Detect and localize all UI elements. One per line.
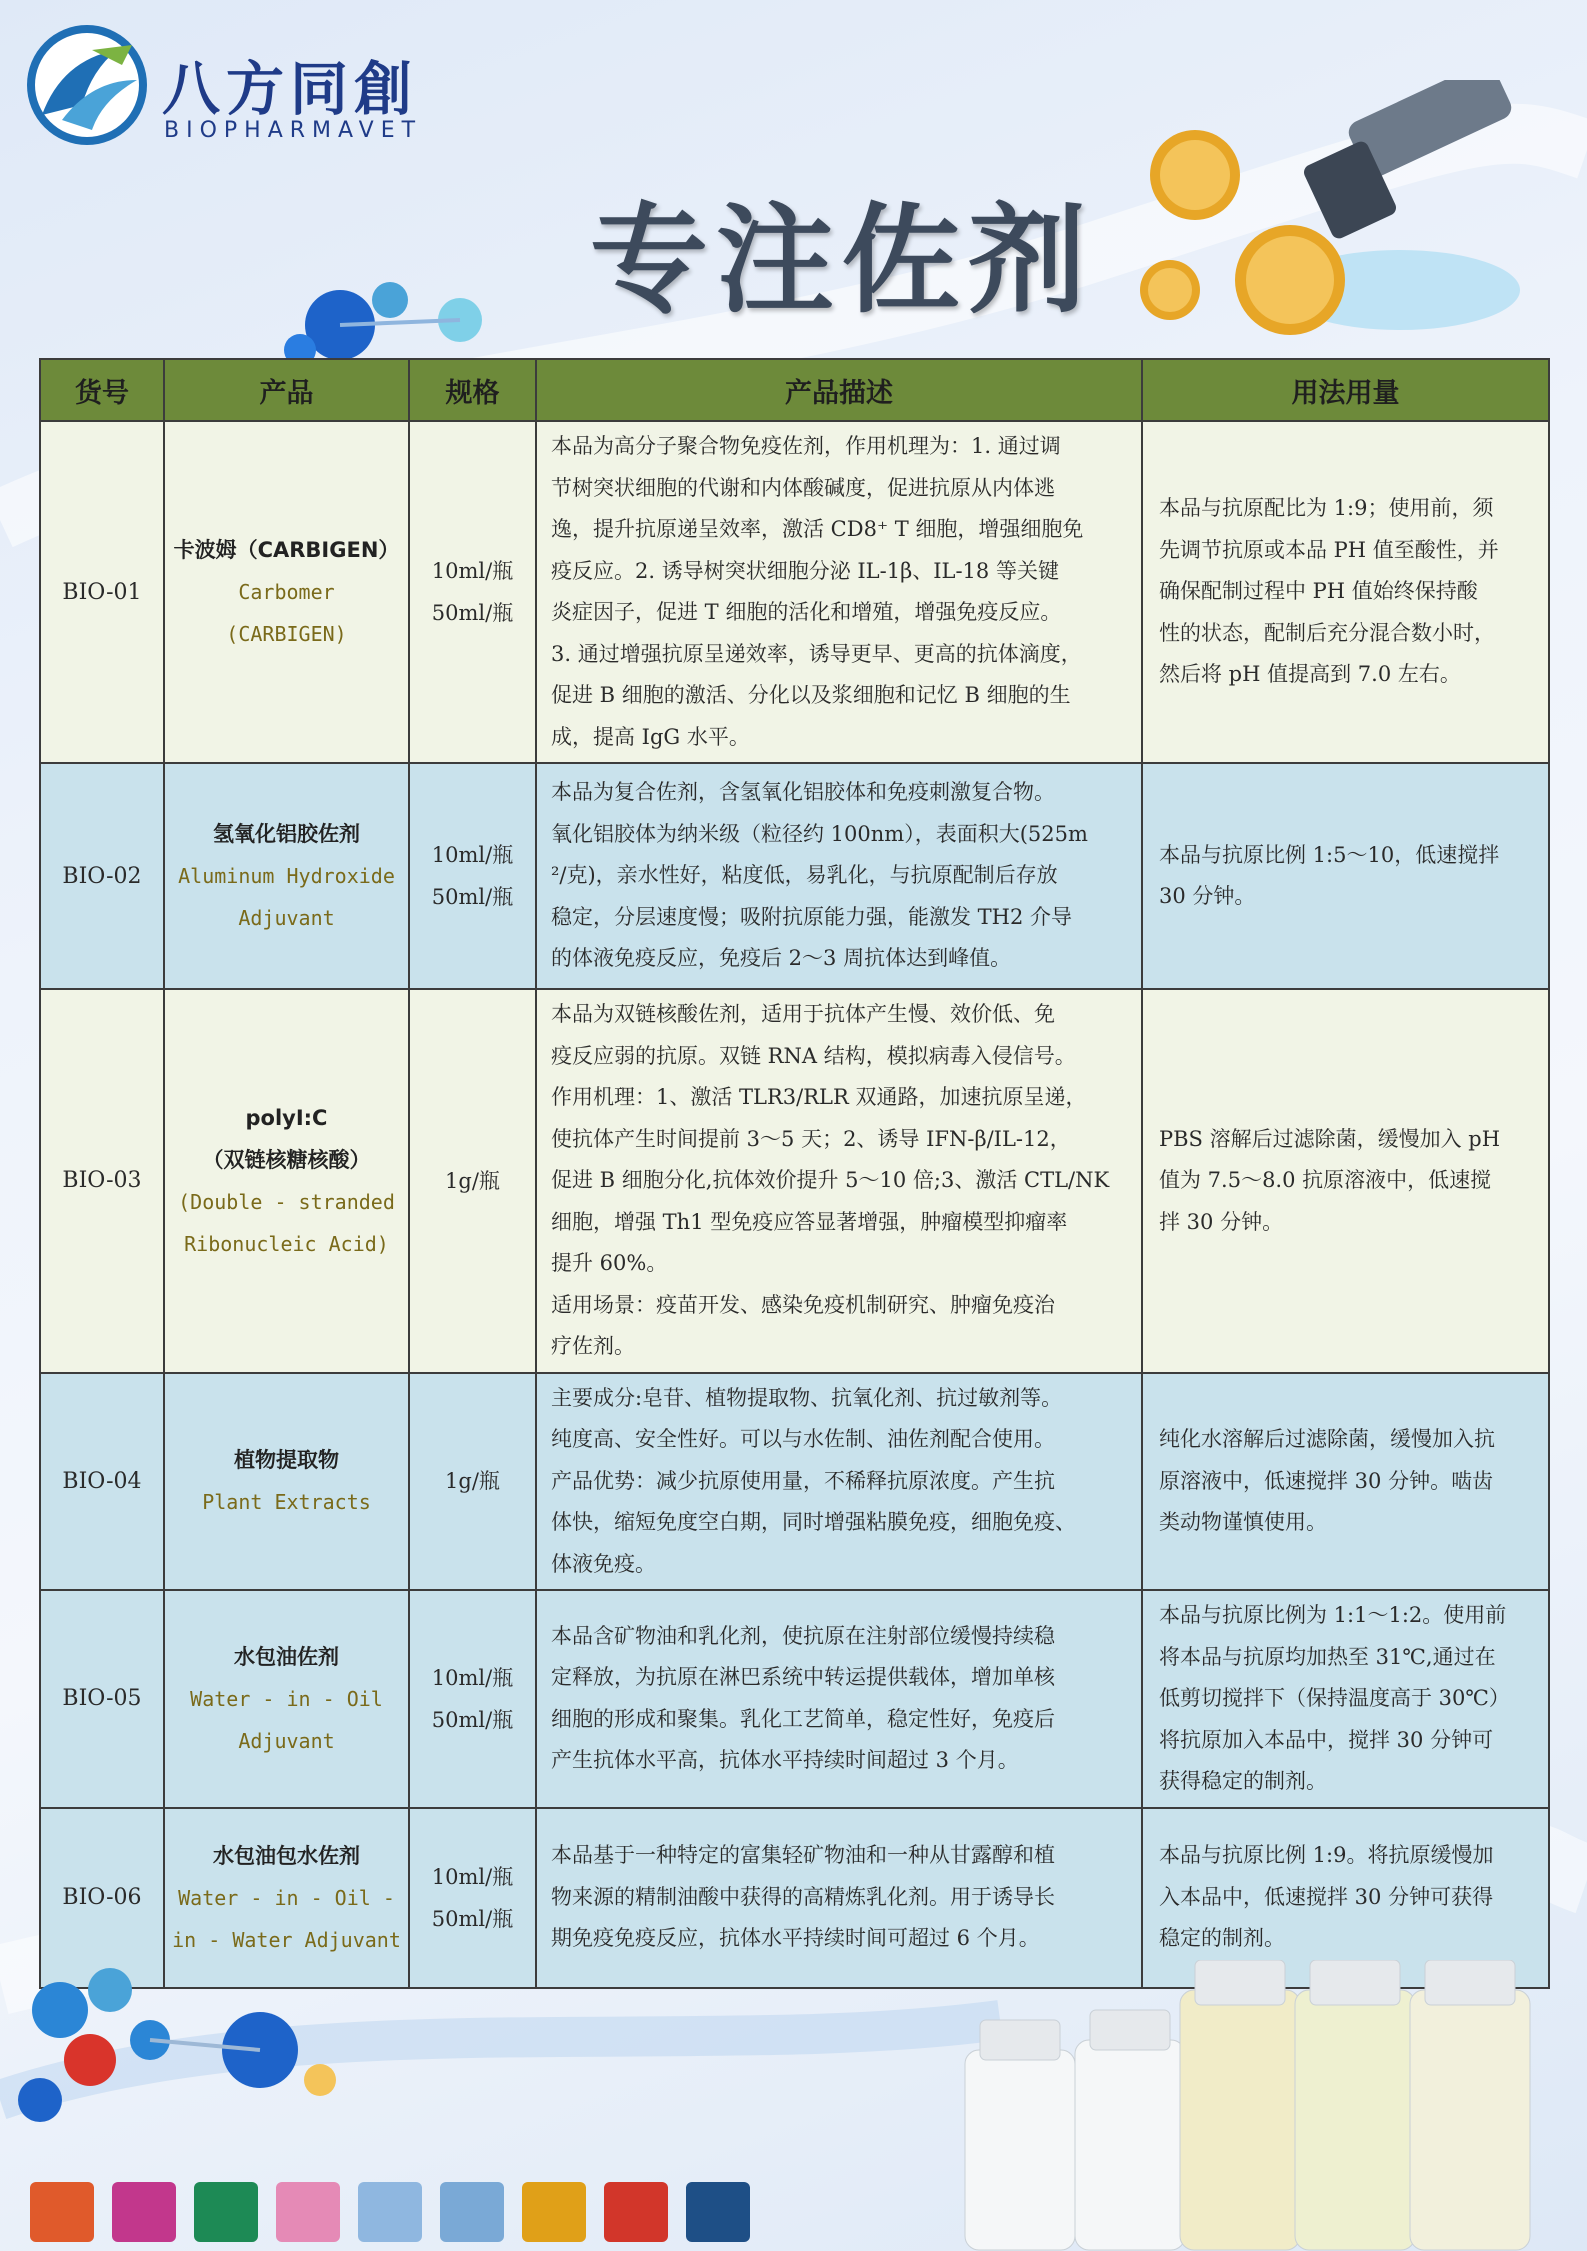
cell-spec xyxy=(409,1590,536,1808)
description-line: 疫反应弱的抗原。双链 RNA 结构，模拟病毒入侵信号。 xyxy=(551,1043,1076,1068)
cell-code: BIO-02 xyxy=(40,763,164,989)
description-line: 提升 60%。 xyxy=(551,1251,668,1275)
brand-logo xyxy=(22,20,442,150)
cell-usage xyxy=(1142,1373,1549,1591)
usage-line: 低剪切搅拌下（保持温度高于 30℃） xyxy=(1159,1686,1510,1710)
usage-line: 入本品中，低速搅拌 30 分钟可获得 xyxy=(1159,1884,1494,1909)
spec-line: 1g/瓶 xyxy=(445,1168,500,1193)
description-line: 适用场景：疫苗开发、感染免疫机制研究、肿瘤免疫治 xyxy=(551,1292,1055,1317)
brand-name-en: BIOPHARMAVET xyxy=(164,118,423,143)
dog-icon xyxy=(522,2182,586,2242)
description-line: 使抗体产生时间提前 3～5 天；2、诱导 IFN-β/IL-12， xyxy=(551,1126,1071,1151)
description-line: 物来源的精制油酸中获得的高精炼乳化剂。用于诱导长 xyxy=(551,1884,1055,1909)
product-name-en: Carbomer xyxy=(238,580,335,604)
usage-line: 然后将 pH 值提高到 7.0 左右。 xyxy=(1159,662,1461,687)
usage-line: 原溶液中，低速搅拌 30 分钟。啮齿 xyxy=(1159,1468,1494,1493)
usage-line: 纯化水溶解后过滤除菌，缓慢加入抗 xyxy=(1159,1427,1495,1451)
sheep-icon xyxy=(440,2182,504,2242)
spec-line: 50ml/瓶 xyxy=(431,1707,514,1732)
cell-spec xyxy=(409,1808,536,1988)
spec-line: 50ml/瓶 xyxy=(431,601,514,625)
product-name-cn: 水包油包水佐剂 xyxy=(213,1843,360,1868)
description-line: 本品为高分子聚合物免疫佐剂，作用机理为：1. 通过调 xyxy=(551,434,1061,458)
description-line: ²/克)，亲水性好，粘度低，易乳化，与抗原配制后存放 xyxy=(551,863,1058,888)
table-row xyxy=(40,1373,1549,1591)
product-name-en: Adjuvant xyxy=(238,906,335,930)
fish-icon xyxy=(30,2182,94,2242)
table-row xyxy=(40,989,1549,1373)
product-name-en: Water - in - Oil xyxy=(190,1686,383,1711)
description-line: 促进 B 细胞的激活、分化以及浆细胞和记忆 B 细胞的生 xyxy=(551,683,1071,707)
product-table xyxy=(39,358,1550,1989)
product-name-cn: 植物提取物 xyxy=(234,1448,339,1473)
column-header-description: 产品描述 xyxy=(536,359,1142,421)
product-name-en: Ribonucleic Acid) xyxy=(184,1231,389,1256)
molecule-illustration xyxy=(260,240,520,360)
cell-spec xyxy=(409,763,536,989)
cell-spec xyxy=(409,989,536,1373)
product-name-en: Water - in - Oil - xyxy=(178,1885,395,1910)
usage-line: 确保配制过程中 PH 值始终保持酸 xyxy=(1159,579,1478,604)
spec-line: 10ml/瓶 xyxy=(431,843,514,867)
cell-description xyxy=(536,763,1142,989)
description-line: 作用机理：1、激活 TLR3/RLR 双通路，加速抗原呈递， xyxy=(551,1085,1087,1109)
product-name-cn: 卡波姆（CARBIGEN） xyxy=(173,538,400,562)
description-line: 细胞的形成和聚集。乳化工艺简单，稳定性好，免疫后 xyxy=(551,1706,1055,1731)
horse-icon xyxy=(686,2182,750,2242)
product-name-cn: 水包油佐剂 xyxy=(234,1644,339,1669)
spec-line: 10ml/瓶 xyxy=(431,1864,514,1889)
usage-line: 本品与抗原比例为 1:1～1:2。使用前 xyxy=(1159,1603,1507,1627)
description-line: 疫反应。2. 诱导树突状细胞分泌 IL-1β、IL-18 等关键 xyxy=(551,558,1059,583)
description-line: 纯度高、安全性好。可以与水佐制、油佐剂配合使用。 xyxy=(551,1427,1055,1451)
cell-spec xyxy=(409,1373,536,1591)
usage-line: 本品与抗原比例 1:5～10，低速搅拌 xyxy=(1159,842,1500,867)
product-name-en: (CARBIGEN) xyxy=(226,622,347,646)
description-line: 逸，提升抗原递呈效率，激活 CD8⁺ T 细胞，增强细胞免 xyxy=(551,517,1084,541)
usage-line: 类动物谨慎使用。 xyxy=(1159,1510,1327,1534)
cell-usage xyxy=(1142,763,1549,989)
usage-line: PBS 溶解后过滤除菌，缓慢加入 pH xyxy=(1159,1126,1501,1151)
description-line: 产生抗体水平高，抗体水平持续时间超过 3 个月。 xyxy=(551,1748,1019,1773)
usage-line: 将本品与抗原均加热至 31℃,通过在 xyxy=(1159,1644,1496,1669)
cell-code: BIO-06 xyxy=(40,1808,164,1988)
description-line: 期免疫免疫反应，抗体水平持续时间可超过 6 个月。 xyxy=(551,1926,1040,1951)
product-bottles-photo xyxy=(955,1960,1555,2251)
product-name-en: (Double - stranded xyxy=(178,1189,395,1214)
description-line: 本品基于一种特定的富集轻矿物油和一种从甘露醇和植 xyxy=(551,1843,1055,1868)
product-name-cn-sub: （双链核糖核酸） xyxy=(202,1147,371,1172)
usage-line: 稳定的制剂。 xyxy=(1159,1926,1285,1951)
description-line: 疗佐剂。 xyxy=(551,1334,635,1358)
description-line: 的体液免疫反应，免疫后 2～3 周抗体达到峰值。 xyxy=(551,946,1012,971)
usage-line: 获得稳定的制剂。 xyxy=(1159,1769,1327,1793)
molecule-cluster-illustration xyxy=(0,1950,400,2210)
cell-product xyxy=(164,421,409,763)
page-title: 专注佐剂 xyxy=(590,191,1095,329)
table-row xyxy=(40,421,1549,763)
cell-product xyxy=(164,1590,409,1808)
usage-line: 先调节抗原或本品 PH 值至酸性，并 xyxy=(1159,537,1499,562)
cell-product xyxy=(164,989,409,1373)
usage-line: 值为 7.5～8.0 抗原溶液中，低速搅 xyxy=(1159,1168,1492,1192)
usage-line: 本品与抗原配比为 1:9；使用前，须 xyxy=(1159,496,1494,521)
description-line: 产品优势：减少抗原使用量，不稀释抗原浓度。产生抗 xyxy=(551,1468,1055,1493)
cell-description xyxy=(536,1590,1142,1808)
column-header-usage: 用法用量 xyxy=(1142,359,1549,421)
column-header-code: 货号 xyxy=(40,359,164,421)
spec-line: 1g/瓶 xyxy=(445,1469,500,1494)
duck-icon xyxy=(194,2182,258,2242)
product-name-cn: polyI:C xyxy=(245,1105,328,1130)
cell-usage xyxy=(1142,989,1549,1373)
product-name-en: Aluminum Hydroxide xyxy=(178,864,395,888)
table-header-row xyxy=(40,359,1549,421)
spec-line: 50ml/瓶 xyxy=(431,885,514,909)
column-header-spec: 规格 xyxy=(409,359,536,421)
cell-description xyxy=(536,1373,1142,1591)
description-line: 节树突状细胞的代谢和内体酸碱度，促进抗原从内体逃 xyxy=(551,475,1055,500)
cell-product xyxy=(164,1373,409,1591)
cell-product xyxy=(164,763,409,989)
cell-code: BIO-03 xyxy=(40,989,164,1373)
usage-line: 本品与抗原比例 1:9。将抗原缓慢加 xyxy=(1159,1843,1494,1868)
cow-icon xyxy=(358,2182,422,2242)
cell-code: BIO-01 xyxy=(40,421,164,763)
spec-line: 10ml/瓶 xyxy=(431,1665,514,1690)
microscope-illustration xyxy=(1100,80,1530,340)
description-line: 本品为复合佐剂，含氢氧化铝胶体和免疫刺激复合物。 xyxy=(551,780,1055,805)
spec-line: 50ml/瓶 xyxy=(431,1906,514,1931)
usage-line: 将抗原加入本品中，搅拌 30 分钟可 xyxy=(1159,1727,1494,1752)
usage-line: 30 分钟。 xyxy=(1159,884,1256,908)
description-line: 定释放，为抗原在淋巴系统中转运提供载体，增加单核 xyxy=(551,1665,1055,1690)
product-name-en: Adjuvant xyxy=(238,1728,335,1753)
cell-code: BIO-04 xyxy=(40,1373,164,1591)
description-line: 本品含矿物油和乳化剂，使抗原在注射部位缓慢持续稳 xyxy=(551,1623,1055,1648)
product-name-en: in - Water Adjuvant xyxy=(172,1927,401,1952)
description-line: 本品为双链核酸佐剂，适用于抗体产生慢、效价低、免 xyxy=(551,1002,1055,1026)
cell-description xyxy=(536,421,1142,763)
description-line: 稳定，分层速度慢；吸附抗原能力强，能激发 TH2 介导 xyxy=(551,904,1073,929)
logo-mark-icon xyxy=(22,20,152,150)
cell-product xyxy=(164,1808,409,1988)
description-line: 炎症因子，促进 T 细胞的活化和增殖，增强免疫反应。 xyxy=(551,600,1062,624)
cell-spec xyxy=(409,421,536,763)
pig-icon xyxy=(276,2182,340,2242)
column-header-product: 产品 xyxy=(164,359,409,421)
product-name-cn: 氢氧化铝胶佐剂 xyxy=(213,822,360,846)
description-line: 体液免疫。 xyxy=(551,1551,656,1576)
table-row xyxy=(40,763,1549,989)
cell-description xyxy=(536,989,1142,1373)
usage-line: 性的状态，配制后充分混合数小时， xyxy=(1159,620,1495,645)
spec-line: 10ml/瓶 xyxy=(431,559,514,583)
rooster-icon xyxy=(604,2182,668,2242)
usage-line: 拌 30 分钟。 xyxy=(1159,1209,1284,1234)
description-line: 细胞，增强 Th1 型免疫应答显著增强，肿瘤模型抑瘤率 xyxy=(551,1209,1068,1234)
description-line: 3. 通过增强抗原呈递效率，诱导更早、更高的抗体滴度， xyxy=(551,641,1082,666)
description-line: 促进 B 细胞分化,抗体效价提升 5～10 倍;3、激活 CTL/NK xyxy=(551,1168,1110,1192)
cell-code: BIO-05 xyxy=(40,1590,164,1808)
description-line: 氧化铝胶体为纳米级（粒径约 100nm），表面积大(525m xyxy=(551,821,1088,846)
description-line: 主要成分:皂苷、植物提取物、抗氧化剂、抗过敏剂等。 xyxy=(551,1385,1063,1410)
table-row xyxy=(40,1590,1549,1808)
cell-usage xyxy=(1142,421,1549,763)
product-name-en: Plant Extracts xyxy=(202,1490,371,1515)
description-line: 成，提高 IgG 水平。 xyxy=(551,724,750,749)
cell-usage xyxy=(1142,1590,1549,1808)
rabbit-icon xyxy=(112,2182,176,2242)
brand-name-cn: 八方同創 xyxy=(162,55,419,123)
description-line: 体快，缩短免度空白期，同时增强粘膜免疫，细胞免疫、 xyxy=(551,1510,1076,1534)
